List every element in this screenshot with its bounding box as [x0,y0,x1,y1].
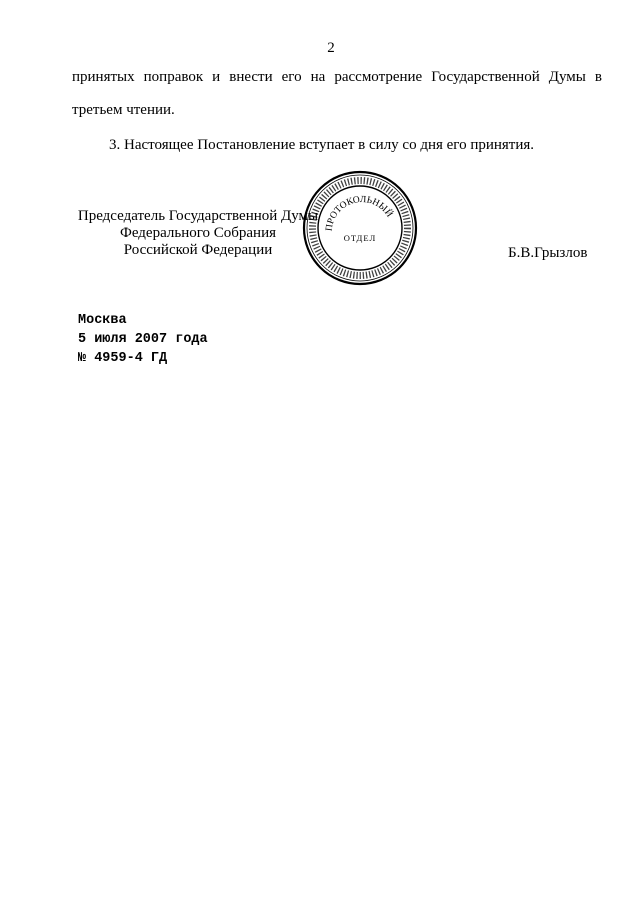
body-line-2: третьем чтении. [72,102,175,118]
seal-outer-ring-inner [307,175,413,281]
page-number: 2 [327,40,335,56]
signatory-title [60,208,336,259]
seal-graphic [302,170,418,286]
signatory-title-line-1: Председатель Государственной Думы [77,208,319,224]
footer-document-number: № 4959-4 ГД [78,351,168,366]
seal-outer-ring [304,172,416,284]
seal-arc-text: ПРОТОКОЛЬНЫЙ [324,194,395,232]
signatory-title-line-2: Федерального Собрания [119,225,277,241]
signatory-title-line-3: Российской Федерации [123,242,273,258]
footer-city: Москва [78,313,127,328]
official-seal-stamp [302,170,418,286]
seal-center-text: ОТДЕЛ [343,233,377,243]
signatory-name: Б.В.Грызлов [508,245,588,261]
body-line-1: принятых поправок и внести его на рассмотрение Государственной Думы в [72,69,602,85]
footer-date: 5 июля 2007 года [78,332,208,347]
body-paragraph-3: 3. Настоящее Постановление вступает в силу со дня его принятия. [109,137,535,153]
